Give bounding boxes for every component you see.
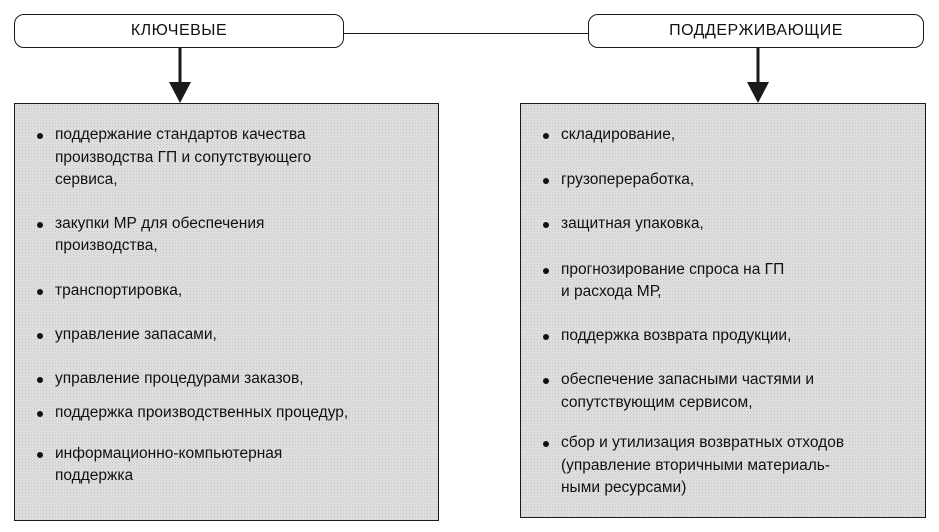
supporting-activities-panel [520, 103, 926, 518]
list-item: управление запасами, [33, 324, 428, 347]
supporting-activities-list [539, 124, 915, 500]
arrow-down-icon [744, 48, 772, 104]
list-item: закупки МР для обеспечения производства, [33, 213, 428, 258]
list-item: защитная упаковка, [539, 213, 915, 236]
list-item: поддержка производственных процедур, [33, 402, 428, 425]
header-connector-line [344, 33, 588, 34]
key-activities-list [33, 124, 428, 488]
list-item: поддержание стандартов качества производства ГП и сопутствующего сервиса, [33, 124, 428, 192]
supporting-activities-header [588, 14, 924, 48]
key-activities-panel [14, 103, 439, 521]
list-item: информационно-компьютерная поддержка [33, 443, 428, 488]
list-item: грузопереработка, [539, 169, 915, 192]
list-item: обеспечение запасными частями и сопутствующим сервисом, [539, 369, 915, 414]
arrow-down-icon [166, 48, 194, 104]
key-activities-header [14, 14, 344, 48]
key-activities-title: КЛЮЧЕВЫЕ [130, 22, 228, 39]
list-item: сбор и утилизация возвратных отходов (управление вторичными материаль- ными ресурсами) [539, 432, 915, 500]
list-item: транспортировка, [33, 280, 428, 303]
supporting-activities-title: ПОДДЕРЖИВАЮЩИЕ [669, 22, 843, 39]
list-item: складирование, [539, 124, 915, 147]
list-item: поддержка возврата продукции, [539, 325, 915, 348]
list-item: прогнозирование спроса на ГП и расхода МР, [539, 259, 915, 304]
list-item: управление процедурами заказов, [33, 368, 428, 391]
